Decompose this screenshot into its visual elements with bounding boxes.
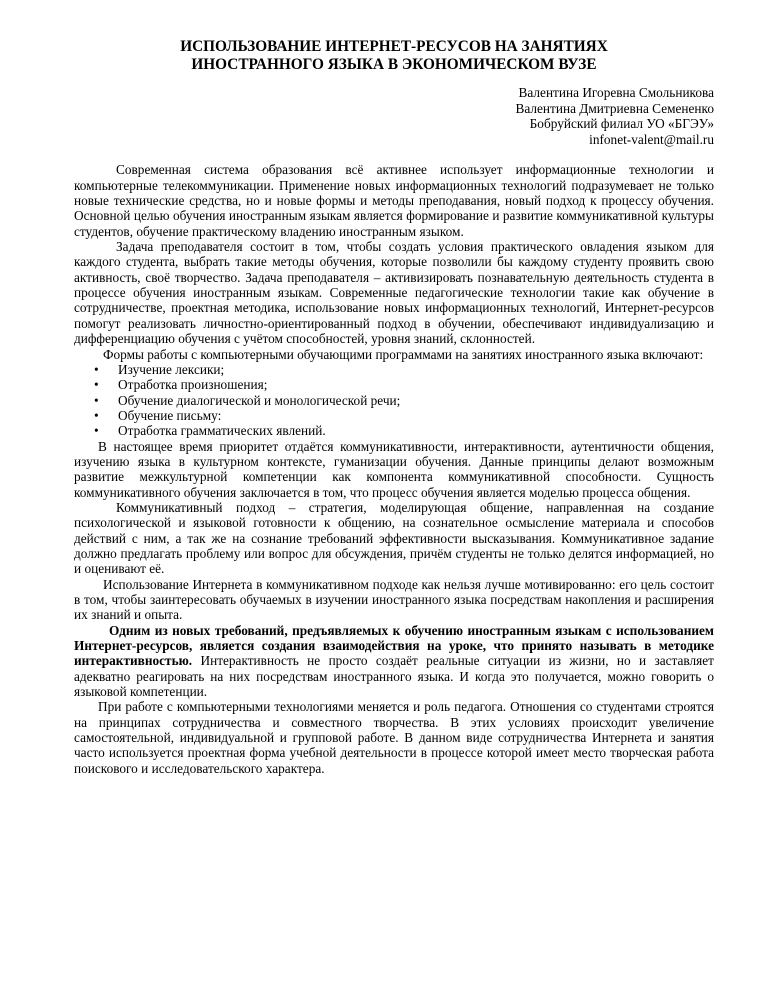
list-item <box>74 423 714 438</box>
paragraph-intro: Современная система образования всё активнее использует информационные технологии и компьютерные телекоммуникации. Применение новых информационных технологий подразумевает не только новые технические средства, но и новые формы и методы преподавания, новый подход к процессу обучения. Основной целью обучения иностранным языкам является формирование и развитие коммуникативной культуры студентов, обучение практическому владению иностранным языком. <box>74 162 714 239</box>
author-affiliation: Бобруйский филиал УО «БГЭУ» <box>529 116 714 132</box>
author-name-2: Валентина Дмитриевна Семененко <box>515 100 714 116</box>
list-item-text: Обучение письму: <box>118 407 222 423</box>
bullet-icon: • <box>94 361 99 377</box>
title-line-2: ИНОСТРАННОГО ЯЗЫКА В ЭКОНОМИЧЕСКОМ ВУЗЕ <box>191 55 597 73</box>
document-page <box>74 38 714 776</box>
list-item-text: Отработка грамматических явлений. <box>118 423 326 439</box>
bullet-icon: • <box>94 377 99 393</box>
paragraph-priorities: В настоящее время приоритет отдаётся коммуникативности, интерактивности, аутентичности общения, изучению языка в культурном контексте, гуманизации обучения. Данные принципы делают возможным развитие межкультурной компетенции как компонента коммуникативной способности. Сущность коммуникативного обучения заключается в том, что процесс обучения является моделью процесса общения. <box>74 438 714 500</box>
bullet-icon: • <box>94 392 99 408</box>
bullet-icon: • <box>94 423 99 439</box>
paragraph-teacher-task: Задача преподавателя состоит в том, чтобы создать условия практического овладения языком для каждого студента, выбрать такие методы обучения, которые позволили бы каждому студенту проявить свою активность, своё творчество. Задача преподавателя – активизировать познавательную деятельность студента в процессе обучения иностранным языкам. Современные педагогические технологии такие как обучение в сотрудничестве, проектная методика, использование новых информационных технологий, Интернет-ресурсов помогут реализовать личностно-ориентированный подход в обучении, обеспечивают индивидуализацию и дифференциацию обучения с учётом способностей, уровня знаний, склонностей. <box>74 239 714 347</box>
list-item-text: Изучение лексики; <box>118 361 225 377</box>
author-email: infonet-valent@mail.ru <box>589 131 714 147</box>
interactivity-emphasis: Одним из новых требований, предъявляемых к обучению иностранным языкам с использованием Интернет-ресурсов, является создания взаимодействия на уроке, что принято называть в методике интерактивностью. <box>74 622 714 669</box>
paragraph-communicative-approach: Коммуникативный подход – стратегия, моделирующая общение, направленная на создание психологической и языковой готовности к общению, на сознательное осмысление материала и способов действий с ним, а так же на сознание требований эффективности высказывания. Коммуникативное задание должно предлагать проблему или вопрос для обсуждения, причём студенты не только делятся информацией, но и оценивают её. <box>74 499 714 577</box>
list-item <box>74 408 714 423</box>
paragraph-interactivity <box>74 623 714 700</box>
bullet-icon: • <box>94 407 99 423</box>
work-forms-list <box>74 362 714 439</box>
paper-title <box>74 38 714 73</box>
author-name-1: Валентина Игоревна Смольникова <box>518 85 714 100</box>
interactivity-text: Интерактивность не просто создаёт реальные ситуации из жизни, но и заставляет адекватно реагировать на них посредствам иностранного языка. И когда это получается, можно говорить о языковой компетенции. <box>74 653 714 700</box>
list-item <box>74 362 714 377</box>
paragraph-work-forms: Формы работы с компьютерными обучающими программами на занятиях иностранного языка включают: <box>103 346 704 362</box>
title-line-1: ИСПОЛЬЗОВАНИЕ ИНТЕРНЕТ-РЕСУСОВ НА ЗАНЯТИЯХ <box>180 38 608 55</box>
list-item <box>74 393 714 408</box>
author-block <box>74 85 714 147</box>
list-item-text: Отработка произношения; <box>118 377 268 393</box>
list-item <box>74 377 714 392</box>
list-item-text: Обучение диалогической и монологической речи; <box>118 392 401 408</box>
paragraph-teacher-role: При работе с компьютерными технологиями меняется и роль педагога. Отношения со студентами строятся на принципах сотрудничества и совместного творчества. В этих условиях происходит увеличение самостоятельной, индивидуальной и групповой работе. В данном виде сотрудничества Интернета и занятия часто используется проектная форма учебной деятельности в процессе которой имеет место творческая работа поискового и исследовательского характера. <box>74 699 714 776</box>
paragraph-internet-use: Использование Интернета в коммуникативном подходе как нельзя лучше мотивированно: его цель состоит в том, чтобы заинтересовать обучаемых в изучении иностранного языка посредствам накопления и расширения их знаний и опыта. <box>74 576 714 623</box>
